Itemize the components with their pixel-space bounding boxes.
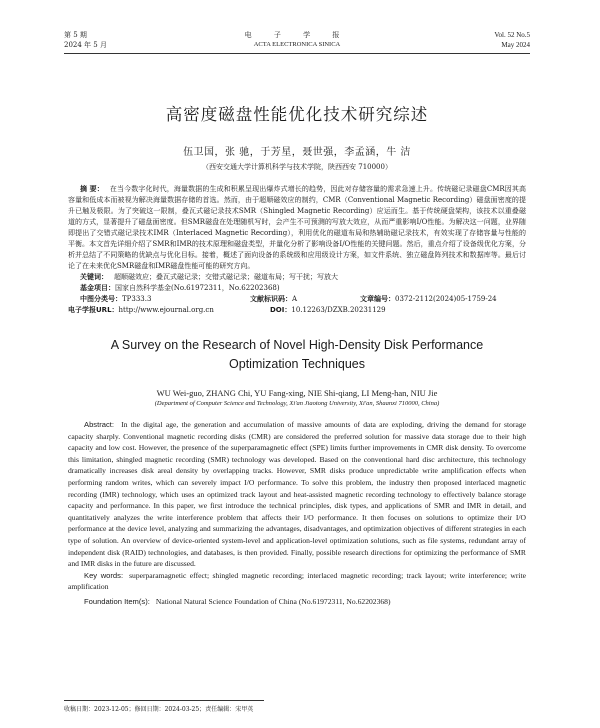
paper-title-cn: 高密度磁盘性能优化技术研究综述 — [165, 105, 429, 124]
fund-en-text: National Natural Science Foundation of China (No.61972311, No.62202368) — [155, 596, 391, 606]
abstract-cn-text: 在当今数字化时代，海量数据的生成和积累呈现出爆炸式增长的趋势，因此对存储容量的需求急速上升。传统磁记录磁盘CMR因其高容量和低成本而被视为解决海量数据存储的首选。然而，由于超顺磁效应的制约，CMR（Conventional Magnetic Recording）磁盘面密度的提升已触及极限。为了突破这一限制，叠瓦式磁记录技术SMR（Shingled Magnetic Recording）应运而生。基于传统硬盘架构，该技术以重叠磁道的方式，显著提升了磁盘面密度。但SMR磁盘在处理随机写时，会产生不可预测的写放大效应，从而严重影响I/O性能。为解决这一问题，业界随即提出了交错式磁记录技术IMR（Interlaced Magnetic Recording），利用优化的磁道布局和热辅助磁记录技术，有效实现了存储容量与性能的平衡。本文首先详细介绍了SMR和IMR的技术原理和磁盘类型，并量化分析了影响设备I/O性能的关键问题。然后，重点介绍了设备级优化方案，分析并总结了不同策略的优缺点与优化目标。接着，概述了面向设备的系统级和应用级设计方案，如文件系统、独立磁盘阵列技术和数据库等。最后讨论了在未来优化SMR磁盘和IMR磁盘性能可能的研究方向。 — [68, 185, 526, 270]
issue-date: 2024 年 5 月 — [64, 41, 107, 49]
keywords-en — [68, 570, 526, 593]
received-date-footnote: 收稿日期：2023-12-05；修回日期：2024-03-25；责任编辑：宋甲英 — [64, 700, 264, 713]
abstract-cn-label: 摘 要： — [80, 185, 104, 193]
fund-cn-text: 国家自然科学基金(No.61972311，No.62202368) — [115, 284, 280, 292]
volume-number: Vol. 52 No.5 — [494, 31, 530, 39]
journal-name-cn: 电 子 学 报 — [244, 31, 350, 39]
header-center — [184, 30, 410, 50]
issue-number: 第 5 期 — [64, 31, 87, 39]
classification-row — [68, 294, 526, 305]
fund-en-label: Foundation Item(s): — [84, 596, 150, 606]
fund-cn — [68, 283, 526, 294]
keywords-en-text: superparamagnetic effect; shingled magnetic recording; interlaced magnetic recording; track layout; write interference; write amplification — [68, 570, 526, 592]
journal-name-en: ACTA ELECTRONICA SINICA — [253, 41, 341, 48]
doc-code-value: A — [292, 295, 298, 303]
clc-value: TP333.3 — [122, 295, 152, 303]
url-row — [68, 305, 526, 316]
url-label: 电子学报URL： — [68, 306, 119, 314]
authors-cn: 伍卫国，张 驰，于芳星，聂世强，李孟涵，牛 洁 — [183, 147, 411, 158]
abstract-en-text: In the digital age, the generation and accumulation of massive amounts of data are exploding, driving the demand for storage capacity sharply. Conventional magnetic recording disks (CMR) are considered the preferred solution for massive data storage due to their high capacity and low cost. However, the presence of the superparamagnetic effect (SPE) limits further improvements in CMR disk density. To overcome this limitation, shingled magnetic recording (SMR) technology was developed. Based on the conventional hard disc architecture, this technology dramatically increases disk areal density by overlapping tracks. However, SMR disks produce unpredictable write amplification effects when performing random writes, which can severely impact I/O performance. To solve this problem, the industry then proposed interlaced magnetic recording (IMR) technology, which uses an optimized track layout and heat-assisted magnetic recording technology to effectively balance storage capacity and performance. In this paper, we first introduce the technical principles, disk types, and applications of SMR and IMR in detail, and quantitatively analyzes the write interference problem that affects their I/O performance. It then focuses on solutions to optimize their I/O performance at the device level, analyzing and summarizing the advantages, disadvantages, and optimization objectives of different strategies in each type of solution. An overview of device-oriented system-level and application-level optimization solutions, such as file systems, redundant array of independent disk (RAID) technologies, and databases, is then provided. Finally, possible research directions for optimizing the performance of SMR and IMR disks in the future are discussed. — [68, 420, 526, 569]
url-value[interactable]: http://www.ejournal.org.cn — [118, 306, 214, 314]
keywords-cn-text: 超顺磁效应；叠瓦式磁记录；交错式磁记录；磁道布局；写干扰；写放大 — [114, 273, 338, 281]
header-right — [410, 30, 530, 50]
doi-value[interactable]: 10.12263/DZXB.20231129 — [291, 306, 386, 314]
running-header — [64, 30, 530, 54]
paper-title-en: A Survey on the Research of Novel High-Density Disk Performance Optimization Techniques — [110, 338, 484, 371]
abstract-en — [68, 419, 526, 570]
article-no-value: 0372-2112(2024)05-1759-24 — [395, 295, 497, 303]
fund-cn-label: 基金项目： — [80, 284, 115, 292]
abstract-cn — [68, 184, 526, 272]
authors-en: WU Wei-guo, ZHANG Chi, YU Fang-xing, NIE Shi-qiang, LI Meng-han, NIU Jie — [156, 388, 438, 398]
affiliation-en: (Department of Computer Science and Technology, Xi'an Jiaotong University, Xi'an, Shaanxi 710000, China) — [154, 400, 440, 407]
doi-label: DOI： — [270, 306, 292, 314]
header-left — [64, 30, 184, 50]
fund-en — [68, 596, 526, 608]
keywords-cn-label: 关键词： — [80, 273, 108, 281]
keywords-en-label: Key words: — [84, 570, 124, 580]
abstract-en-label: Abstract: — [84, 420, 114, 429]
affiliation-cn: （西安交通大学计算机科学与技术学院，陕西西安 710000） — [202, 163, 392, 171]
doc-code-label: 文献标识码： — [250, 295, 292, 303]
issue-date-en: May 2024 — [501, 41, 530, 49]
article-no-label: 文章编号： — [360, 295, 395, 303]
keywords-cn — [68, 272, 526, 283]
clc-label: 中图分类号： — [80, 295, 122, 303]
